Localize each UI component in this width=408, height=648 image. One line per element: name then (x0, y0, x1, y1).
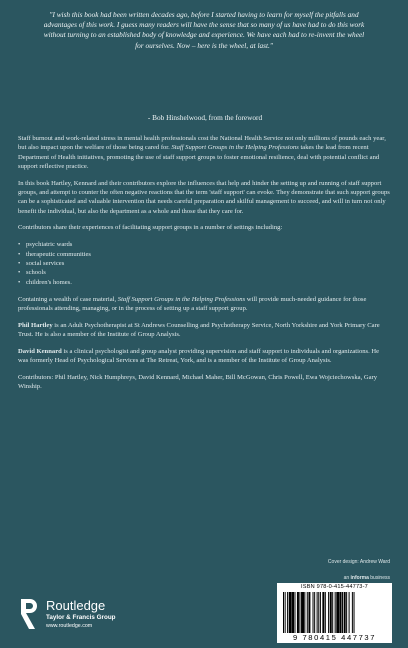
list-item: • children's homes. (18, 278, 390, 287)
isbn-barcode (277, 583, 392, 643)
routledge-logo-icon (18, 597, 40, 631)
author-name: David Kennard (18, 347, 62, 355)
author-name: Phil Hartley (18, 321, 53, 329)
author-bio-hartley: Phil Hartley is an Adult Psychotherapist at St Andrews Counselling and Psychotherapy Service, North Yorkshire and York Primary Care Trust. He is also a member of the Institute of Group Analysis. (18, 321, 380, 339)
book-title-inline: Staff Support Groups in the Helping Professions (117, 295, 246, 303)
blurb-paragraph-1: Staff burnout and work-related stress in mental health professionals cost the National Health Service not only millions of pounds each year, but also impact upon the welfare of those being cared for. Staff Support Groups in the Helping Professions takes the lead from recent Department of Health initiatives, promoting the use of staff support groups to foster emotional resilience, deal with potential conflict and support reflective practice. (18, 135, 386, 170)
book-title-inline: Staff Support Groups in the Helping Professions (171, 144, 299, 152)
blurb-paragraph-3: Contributors share their experiences of facilitating support groups in a number of settings including: (18, 224, 283, 232)
informa-business-line: an informa business (343, 575, 390, 581)
blurb (18, 134, 390, 399)
endorsement-quote: "I wish this book had been written decades ago, before I started having to learn for myself the pitfalls and advantages of this work. I guess many readers will have the sense that so many of us have had to do this work without turning to an established body of knowledge and experience. We have each had to re-invent the wheel for ourselves. Now – here is the wheel, at last." (43, 10, 365, 50)
author-bio-kennard: David Kennard is a clinical psychologist and group analyst providing supervision and staff support to individuals and organizations. He was formerly Head of Psychological Services at The Retreat, York, and is a member of the Institute of Group Analysis. (18, 347, 380, 365)
isbn-label: ISBN 978-0-415-44773-7 (301, 584, 368, 590)
barcode-bars (283, 592, 386, 633)
blurb-paragraph-4: Containing a wealth of case material, Staff Support Groups in the Helping Professions will provide much-needed guidance for those professionals attending, managing, or in the process of setting up a staff support group. (18, 295, 367, 312)
list-item: • therapeutic communities (18, 250, 390, 259)
publisher-group: Taylor & Francis Group (46, 614, 116, 621)
quote-attribution: - Bob Hinshelwood, from the foreword (147, 113, 263, 122)
contributors-list: Contributors: Phil Hartley, Nick Humphreys, David Kennard, Michael Maher, Bill McGowan, Chris Powell, Ewa Wojciechowska, Gary Winship. (18, 373, 378, 391)
list-item: • social services (18, 259, 390, 268)
publisher-url: www.routledge.com (46, 623, 93, 629)
settings-list (18, 240, 390, 287)
blurb-paragraph-2: In this book Hartley, Kennard and their contributors explore the influences that help and hinder the setting up and running of staff support groups, and attempt to counter the often negative reactions that the term 'staff support' can evoke. They demonstrate that such support groups can be a sophisticated and valuable intervention that needs careful preparation and skilful management to succeed, and will in turn not only benefit the individual, but also the department as a whole and those that they care for. (18, 179, 390, 215)
publisher-name: Routledge (46, 598, 106, 613)
list-item: • schools (18, 268, 390, 277)
cover-design-credit: Cover design: Andrew Ward (327, 559, 390, 565)
barcode-digits: 9 780415 447737 (292, 633, 377, 642)
list-item: • psychiatric wards (18, 240, 390, 249)
